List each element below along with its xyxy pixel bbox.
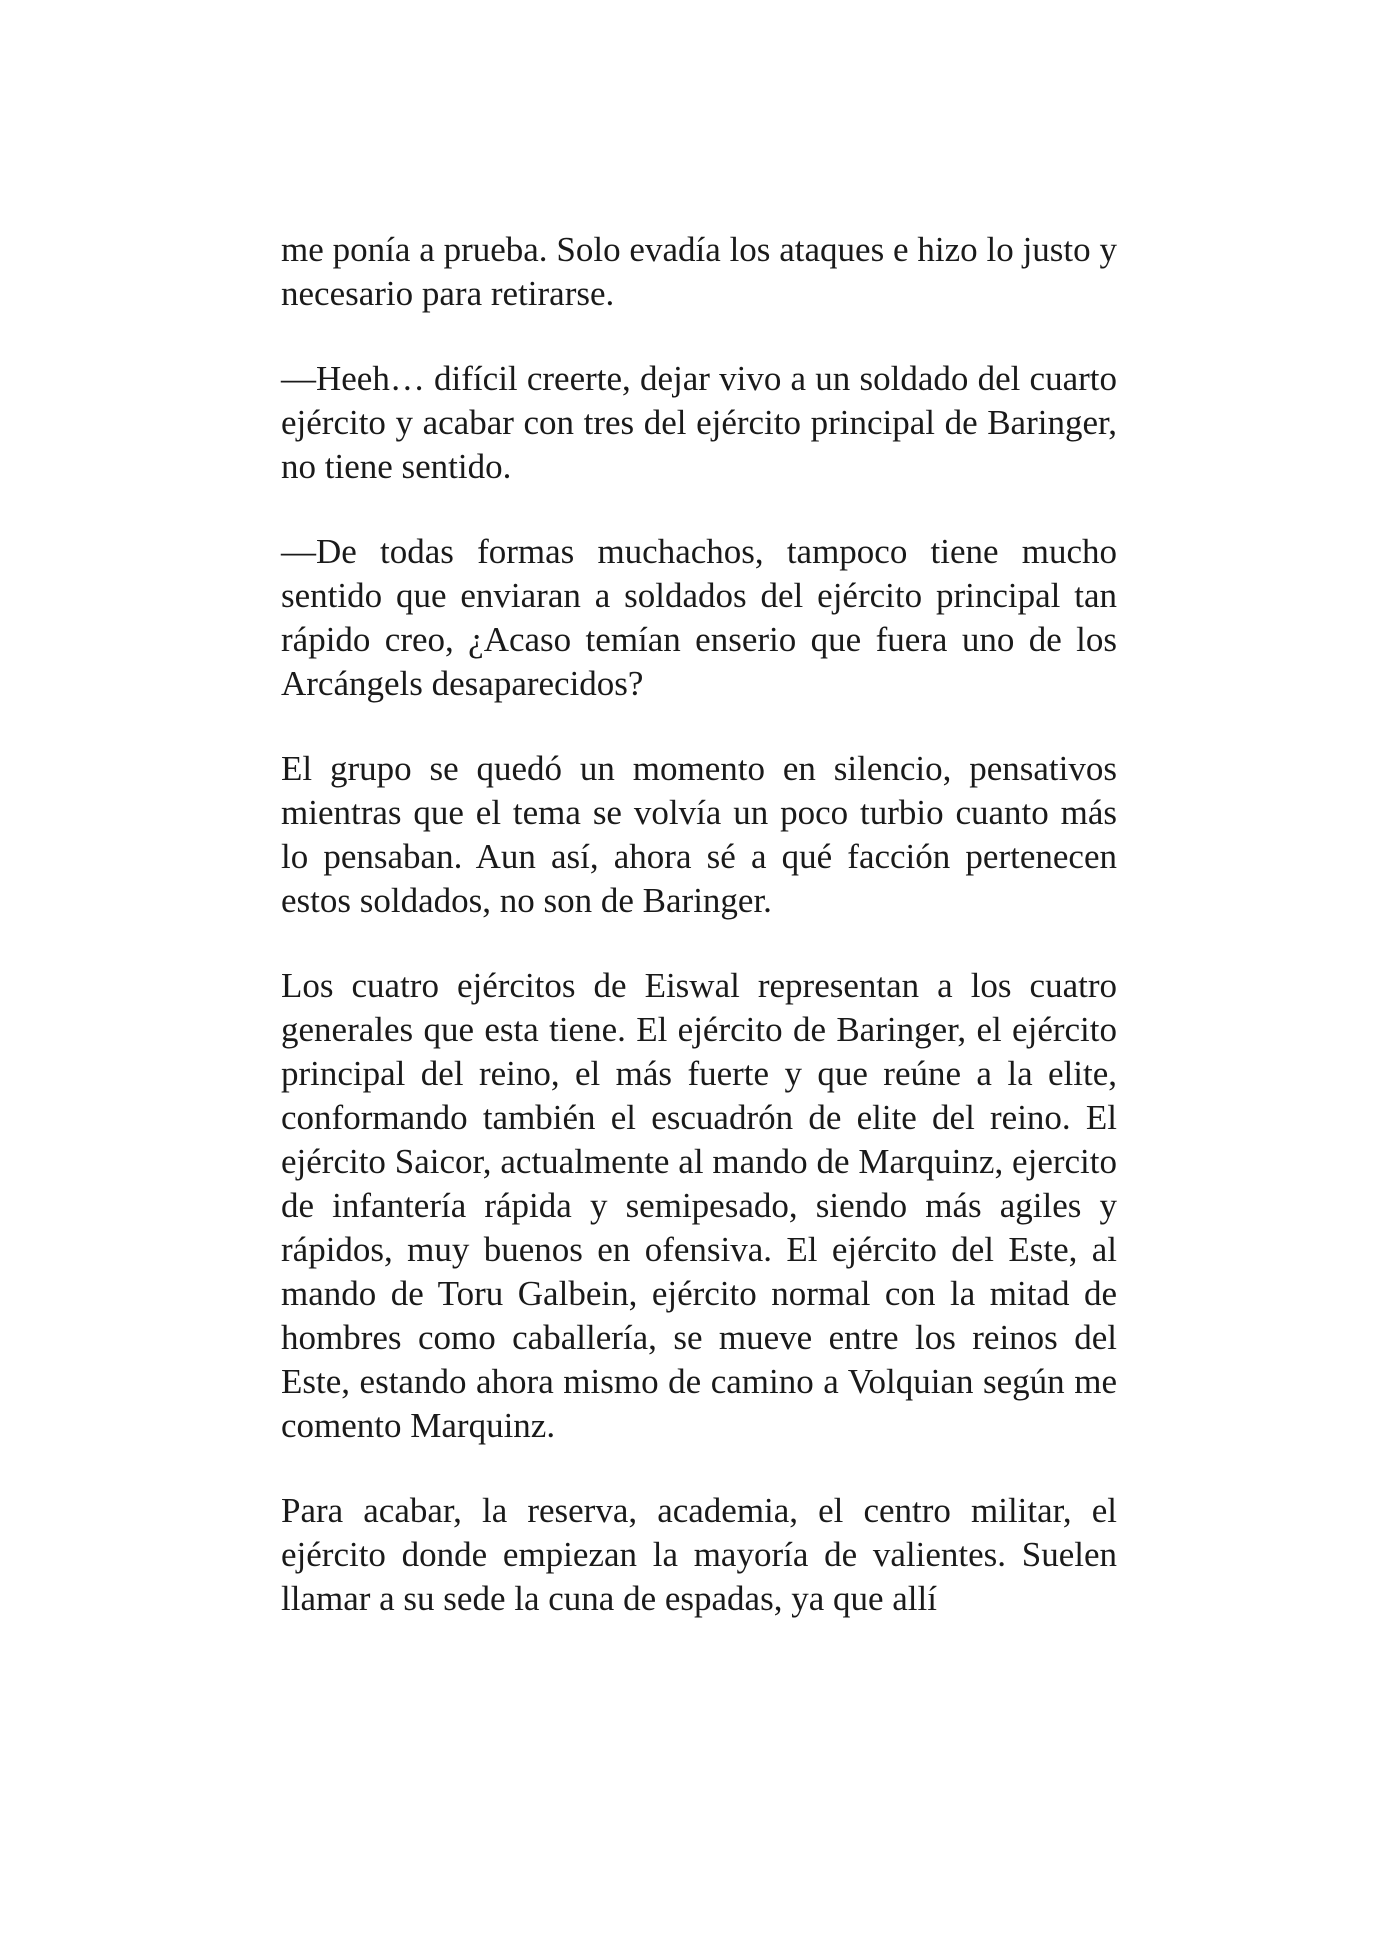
paragraph-3-dialogue: —De todas formas muchachos, tampoco tiene mucho sentido que enviaran a soldados del ejército principal tan rápido creo, ¿Acaso temían enserio que fuera uno de los Arcángels desaparecidos? [281, 532, 1117, 703]
paragraph-2-dialogue: —Heeh… difícil creerte, dejar vivo a un soldado del cuarto ejército y acabar con tres del ejército principal de Baringer, no tiene sentido. [281, 359, 1117, 486]
body-text [281, 228, 1117, 1621]
paragraph-1: me ponía a prueba. Solo evadía los ataques e hizo lo justo y necesario para retirarse. [281, 230, 1117, 313]
paragraph-4: El grupo se quedó un momento en silencio, pensativos mientras que el tema se volvía un poco turbio cuanto más lo pensaban. Aun así, ahora sé a qué facción pertenecen estos soldados, no son de Baringer. [281, 749, 1117, 920]
paragraph-6: Para acabar, la reserva, academia, el centro militar, el ejército donde empiezan la mayoría de valientes. Suelen llamar a su sede la cuna de espadas, ya que allí [281, 1491, 1117, 1618]
paragraph-5: Los cuatro ejércitos de Eiswal representan a los cuatro generales que esta tiene. El ejército de Baringer, el ejército principal del reino, el más fuerte y que reúne a la elite, conformando también el escuadrón de elite del reino. El ejército Saicor, actualmente al mando de Marquinz, ejercito de infantería rápida y semipesado, siendo más agiles y rápidos, muy buenos en ofensiva. El ejército del Este, al mando de Toru Galbein, ejército normal con la mitad de hombres como caballería, se mueve entre los reinos del Este, estando ahora mismo de camino a Volquian según me comento Marquinz. [281, 966, 1117, 1445]
